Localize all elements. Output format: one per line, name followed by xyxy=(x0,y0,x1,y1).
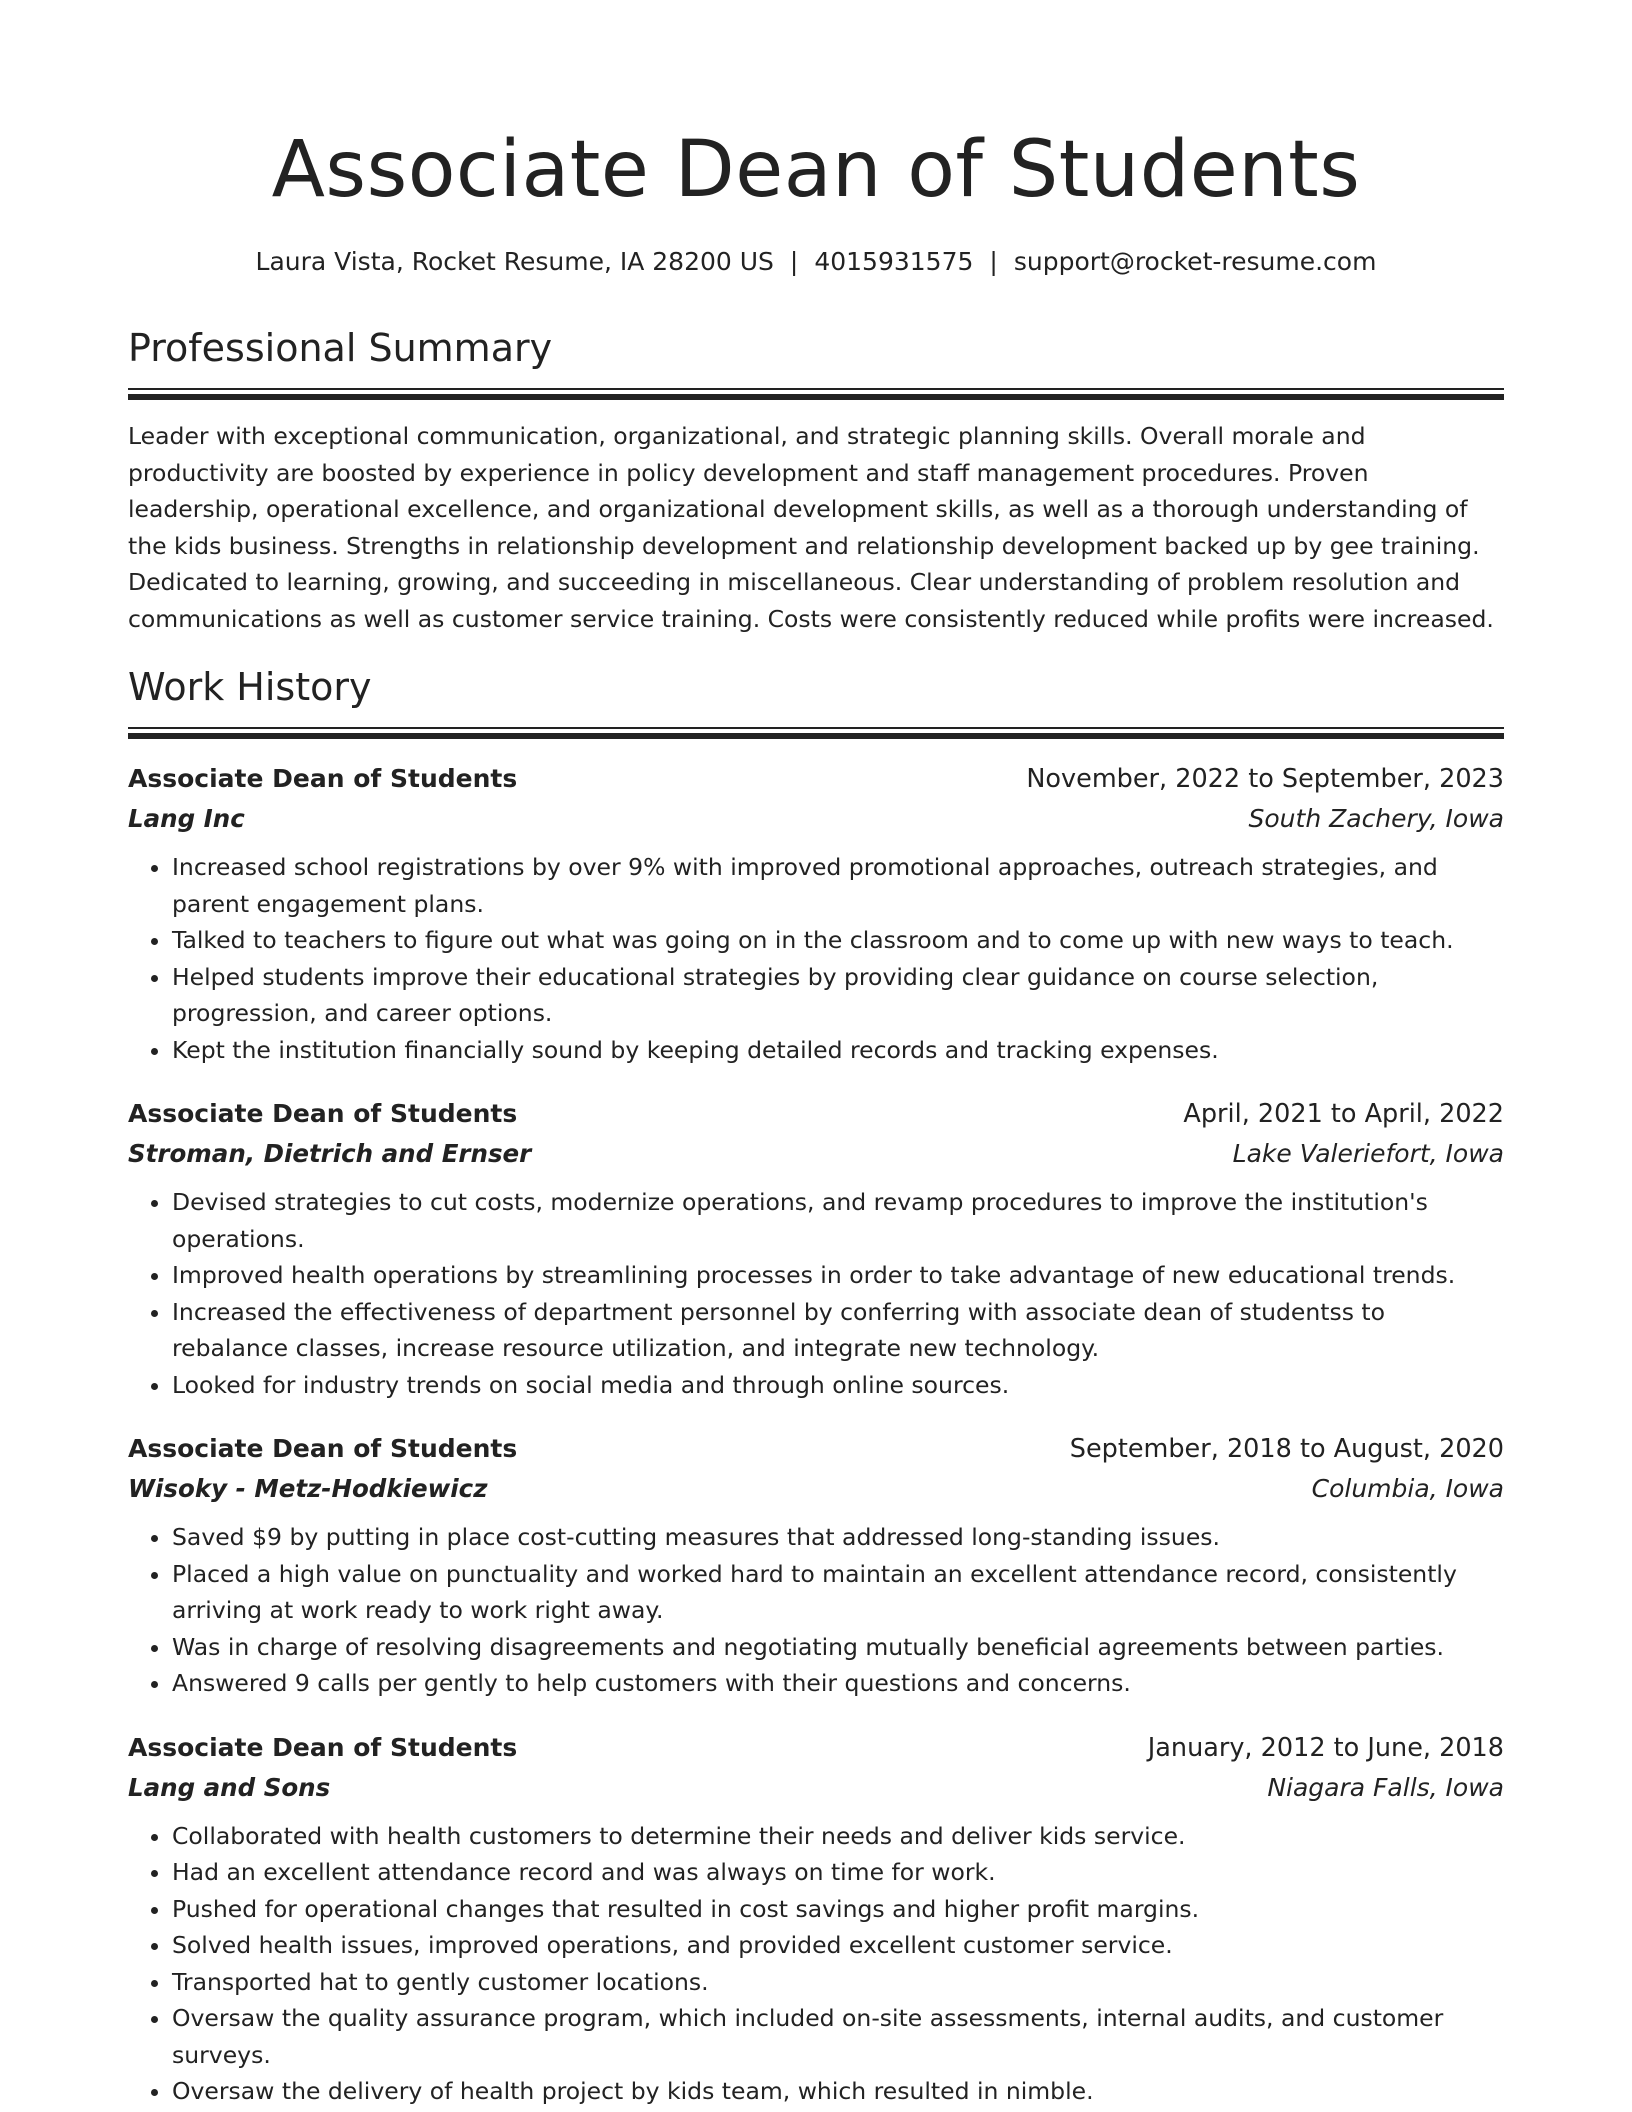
job-location: South Zachery, Iowa xyxy=(1248,804,1504,833)
job-dates: November, 2022 to September, 2023 xyxy=(1026,764,1504,794)
job-title: Associate Dean of Students xyxy=(128,1434,518,1463)
job-bullets xyxy=(128,1519,1504,1702)
job-bullet: • Talked to teachers to figure out what was going on in the classroom and to come up with new ways to teach. xyxy=(172,922,1504,959)
job-dates: April, 2021 to April, 2022 xyxy=(1183,1099,1504,1129)
job-bullet: • Devised strategies to cut costs, modernize operations, and revamp procedures to improve the institution's operations. xyxy=(172,1184,1504,1257)
job-company: Lang Inc xyxy=(128,804,245,833)
job-bullet: • Had an excellent attendance record and was always on time for work. xyxy=(172,1854,1504,1891)
job-bullet: • Collaborated with health customers to determine their needs and deliver kids service. xyxy=(172,1818,1504,1855)
job-entry xyxy=(128,1094,1504,1403)
contact-phone: 4015931575 xyxy=(814,247,974,276)
job-dates: January, 2012 to June, 2018 xyxy=(1147,1732,1504,1763)
job-bullet: • Transported hat to gently customer locations. xyxy=(172,1964,1504,2001)
job-bullet: • Saved $9 by putting in place cost-cutting measures that addressed long-standing issues. xyxy=(172,1519,1504,1556)
contact-separator: | xyxy=(989,247,998,276)
job-bullet: • Placed a high value on punctuality and worked hard to maintain an excellent attendance record, consistently arriving at work ready to work right away. xyxy=(172,1556,1504,1629)
contact-separator: | xyxy=(789,247,799,276)
contact-line xyxy=(128,244,1504,280)
job-bullets xyxy=(128,1184,1504,1403)
job-bullets xyxy=(128,849,1504,1068)
job-company: Lang and Sons xyxy=(128,1772,331,1802)
job-entry xyxy=(128,1728,1504,2110)
section-divider xyxy=(128,727,1504,739)
job-entry xyxy=(128,1429,1504,1702)
job-location: Niagara Falls, Iowa xyxy=(1267,1772,1504,1802)
job-bullet: • Kept the institution financially sound by keeping detailed records and tracking expenses. xyxy=(172,1032,1504,1069)
job-dates: September, 2018 to August, 2020 xyxy=(1069,1434,1504,1464)
job-bullet: • Was in charge of resolving disagreements and negotiating mutually beneficial agreements between parties. xyxy=(172,1629,1504,1666)
job-bullet: • Oversaw the quality assurance program, which included on-site assessments, internal audits, and customer surveys. xyxy=(172,2000,1504,2073)
job-company: Wisoky - Metz-Hodkiewicz xyxy=(128,1474,488,1503)
job-bullet: • Solved health issues, improved operations, and provided excellent customer service. xyxy=(172,1927,1504,1964)
job-bullets xyxy=(128,1818,1504,2110)
job-bullet: • Increased school registrations by over 9% with improved promotional approaches, outreach strategies, and parent engagement plans. xyxy=(172,849,1504,922)
work-history-heading: Work History xyxy=(128,665,372,709)
job-bullet: • Answered 9 calls per gently to help customers with their questions and concerns. xyxy=(172,1665,1504,1702)
summary-text: Leader with exceptional communication, organizational, and strategic planning skills. Overall morale and productivity are boosted by experience in policy development and staff management procedures. Proven leadership, operational excellence, and organizational development skills, as well as a thorough understanding of the kids business. Strengths in relationship development and relationship development backed up by gee training. Dedicated to learning, growing, and succeeding in miscellaneous. Clear understanding of problem resolution and communications as well as customer service training. Costs were consistently reduced while profits were increased. xyxy=(128,422,1494,633)
job-bullet: • Oversaw the delivery of health project by kids team, which resulted in nimble. xyxy=(172,2073,1504,2110)
job-location: Columbia, Iowa xyxy=(1311,1474,1504,1503)
job-entry xyxy=(128,759,1504,1068)
job-title: Associate Dean of Students xyxy=(128,1099,518,1128)
job-bullet: • Increased the effectiveness of department personnel by conferring with associate dean of studentss to rebalance classes, increase resource utilization, and integrate new technology. xyxy=(172,1294,1504,1367)
section-divider xyxy=(128,388,1504,400)
contact-address: Laura Vista, Rocket Resume, IA 28200 US xyxy=(255,247,774,276)
job-company: Stroman, Dietrich and Ernser xyxy=(128,1139,532,1168)
job-bullet: • Helped students improve their educational strategies by providing clear guidance on course selection, progression, and career options. xyxy=(172,959,1504,1032)
job-title: Associate Dean of Students xyxy=(128,1732,518,1762)
contact-email: support@rocket-resume.com xyxy=(1013,247,1377,276)
summary-heading: Professional Summary xyxy=(128,326,553,370)
resume-name: Associate Dean of Students xyxy=(271,125,1361,215)
work-history-list xyxy=(128,759,1504,2110)
job-bullet: • Improved health operations by streamlining processes in order to take advantage of new educational trends. xyxy=(172,1257,1504,1294)
job-bullet: • Looked for industry trends on social media and through online sources. xyxy=(172,1367,1504,1404)
job-bullet: • Pushed for operational changes that resulted in cost savings and higher profit margins. xyxy=(172,1891,1504,1928)
job-location: Lake Valeriefort, Iowa xyxy=(1232,1139,1504,1168)
job-title: Associate Dean of Students xyxy=(128,764,518,793)
